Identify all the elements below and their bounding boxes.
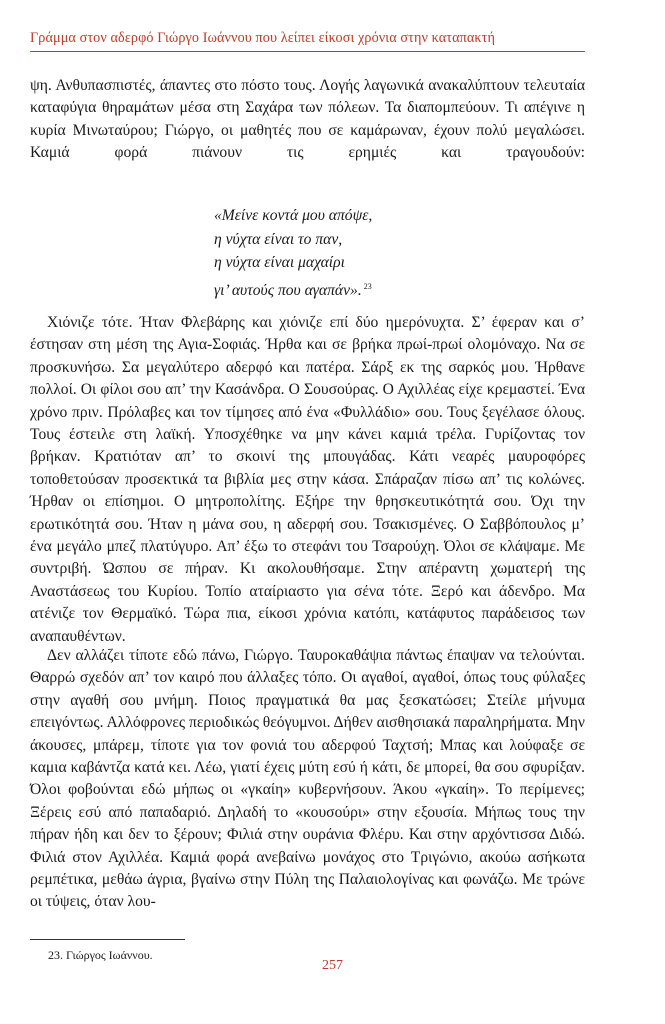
poem-line-4-text: γι’ αυτούς που αγαπάν». [214,281,362,299]
paragraph-3: Δεν αλλάζει τίποτε εδώ πάνω, Γιώργο. Ταυροκαθάψια πάντως έπαψαν να τελούνται. Θαρρώ σχεδόν απ’ τον καιρό που άλλαξες τόπο. Οι αγαθοί, αγαθοί, όπως τους φύλαξες στην αγαθή σου μνήμη. Ποιος πραγματικά θα μας ξεσκατώσει; Στείλε μήνυμα επειγόντως. Αλλόφρονες περιοδικώς θεόγυμνοι. Δήθεν αισθησιακά παραληρήματα. Μην άκουσες, μπάρεμ, τίποτε για τον φονιά του αδερφού Ταχτσή; Μπας και λούφαξε σε καμια καβάντζα κατά κει. Λέω, γιατί έχεις μύτη εσύ ή κάτι, δε μπορεί, θα σου σφυρίξαν. Όλοι φοβούνται εδώ μήπως οι «γκαίη» κυβερνήσουν. Άκου «γκαίη». Το περίμενες; Ξέρεις εσύ από παπαδαριό. Δηλαδή το «κουσούρι» στην εξουσία. Μήπως τους την πήραν ήδη και δεν το ξέρουν; Φιλιά στην ουράνια Φλέρυ. Και στην αρχόντισσα Διδώ. Φιλιά στον Αχιλλέα. Καμιά φορά ανεβαίνω μονάχος στο Τριγώνιο, ακούω ασήκωτα ρεμπέτικα, μεθάω άγρια, βγαίνω στην Πύλη της Παλαιολογίνας και φωνάζω. Με τρώνε οι τύψεις, όταν λου- [30,647,585,911]
poem-block [214,204,372,302]
running-head: Γράμμα στον αδερφό Γιώργο Ιωάννου που λείπει είκοσι χρόνια στην καταπακτή [30,30,495,46]
poem-line-4 [214,275,372,303]
paragraph-1: ψη. Ανθυπασπιστές, άπαντες στο πόστο τους. Λογής λαγωνικά ανακαλύπτουν τελευταία καταφύγια θηραμάτων μέσα στη Σαχάρα των πόλεων. Τα διαπομπεύουν. Τι απέγινε η κυρία Μινωταύρου; Γιώργο, οι μαθητές που σε καμάρωναν, έχουν πολύ μεγαλώσει. Καμιά φορά πιάνουν τις ερημιές και τραγουδούν: [30,77,585,162]
footnote-rule [30,939,185,940]
page-number: 257 [322,958,343,973]
poem-line-2: η νύχτα είναι το παν, [214,230,343,248]
paragraph-2: Χιόνιζε τότε. Ήταν Φλεβάρης και χιόνιζε επί δύο ημερόνυχτα. Σ’ έφεραν και σ’ έστησαν στη μέση της Αγια-Σοφιάς. Ήρθα και σε βρήκα πρωί-πρωί ολομόναχο. Να σε προσκυνήσω. Σα μεγαλύτερο αδερφό και πατέρα. Σάρξ εκ της σαρκός μου. Ήρθανε πολλοί. Οι φίλοι σου απ’ την Κασάνδρα. Ο Σουσούρας. Ο Αχιλλέας είχε κρεμαστεί. Ένα χρόνο πριν. Πρόλαβες και τον τίμησες από ένα «Φυλλάδιο» σου. Τους ξεγέλασε όλους. Τους έστειλε στη λαϊκή. Υποσχέθηκε να μην κάνει καμιά τρέλα. Γυρίζοντας τον βρήκαν. Κρατιόταν απ’ το σκοινί της μπουγάδας. Κάτι νεαρές μαυροφόρες τοποθετούσαν προσεκτικά τα βιβλία μες στην κάσα. Σπάραζαν πίσω απ’ τις κολώνες. Ήρθαν οι επίσημοι. Ο μητροπολίτης. Εξήρε την θρησκευτικότητά σου. Όχι την ερωτικότητά σου. Ήταν η μάνα σου, η αδερφή σου. Τσακισμένες. Ο Σαββόπουλος μ’ ένα μεγάλο μπεζ πλατύγυρο. Απ’ έξω το στεφάνι του Τσαρούχη. Όλοι σε κλάψαμε. Με συντριβή. Ώσπου σε πήραν. Κι ακολουθήσαμε. Στην απέραντη χωματερή της Αναστάσεως του Κυρίου. Τοπίο αταίριαστο για σένα τότε. Ξερό και άδενδρο. Μα ατένιζε τον Θερμαϊκό. Τώρα πια, είκοσι χρόνια κατόπι, κατάφυτος παράδεισος των αναπαυθέντων. [30,314,585,645]
poem-line-3: η νύχτα είναι μαχαίρι [214,254,345,271]
footnote-reference: 23 [363,281,372,291]
poem-line-1: «Μείνε κοντά μου απόψε, [214,207,373,224]
header-rule [30,51,585,52]
footnote: 23. Γιώργος Ιωάννου. [48,948,153,962]
